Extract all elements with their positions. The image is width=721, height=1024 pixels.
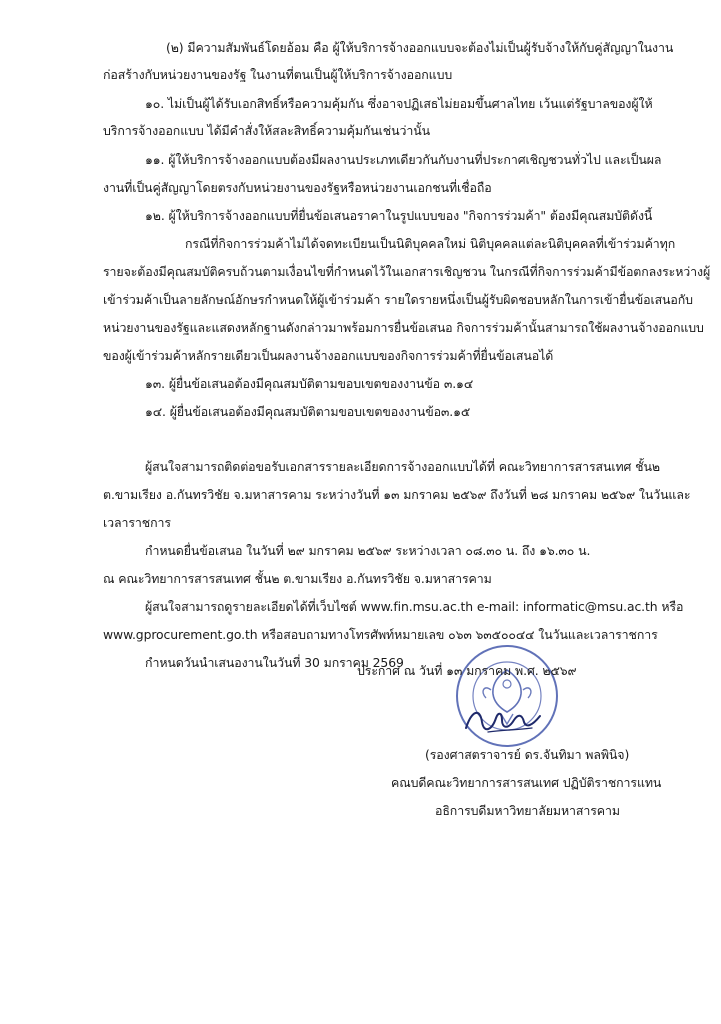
signer-position-1: คณบดีคณะวิทยาการสารสนเทศ ปฏิบัติราชการแทน <box>391 775 662 790</box>
body-line: ๑๒. ผู้ให้บริการจ้างออกแบบที่ยื่นข้อเสนอราคาในรูปแบบของ "กิจการร่วมค้า" ต้องมีคุณสมบัติดังนี้ <box>145 208 653 223</box>
body-line: หน่วยงานของรัฐและแสดงหลักฐานดังกล่าวมาพร้อมการยื่นข้อเสนอ กิจการร่วมค้านั้นสามารถใช้ผลงานจ้างออกแบบ <box>103 320 704 335</box>
body-line: ผู้สนใจสามารถดูรายละเอียดได้ที่เว็บไซต์ www.fin.msu.ac.th e-mail: informatic@msu.ac.th หรือ <box>145 599 684 614</box>
body-line: ๑๓. ผู้ยื่นข้อเสนอต้องมีคุณสมบัติตามขอบเขตของงานข้อ ๓.๑๔ <box>145 376 474 391</box>
body-line: บริการจ้างออกแบบ ได้มีคำสั่งให้สละสิทธิ์ความคุ้มกันเช่นว่านั้น <box>103 123 430 138</box>
body-line: ก่อสร้างกับหน่วยงานของรัฐ ในงานที่ตนเป็นผู้ให้บริการจ้างออกแบบ <box>103 67 453 82</box>
body-line: ต.ขามเรียง อ.กันทรวิชัย จ.มหาสารคาม ระหว่างวันที่ ๑๓ มกราคม ๒๕๖๙ ถึงวันที่ ๒๘ มกราคม ๒๕๖๙ ในวันและ <box>103 487 691 502</box>
announce-date: ประกาศ ณ วันที่ ๑๓ มกราคม พ.ศ. ๒๕๖๙ <box>357 663 577 678</box>
body-line: ๑๔. ผู้ยื่นข้อเสนอต้องมีคุณสมบัติตามขอบเขตของงานข้อ๓.๑๕ <box>145 404 471 419</box>
body-line: www.gprocurement.go.th หรือสอบถามทางโทรศัพท์หมายเลข ๐๖๓ ๖๓๕๐๐๔๔ ในวันและเวลาราชการ <box>103 627 658 642</box>
body-line: ของผู้เข้าร่วมค้าหลักรายเดียวเป็นผลงานจ้างออกแบบของกิจการร่วมค้าที่ยื่นข้อเสนอได้ <box>103 348 554 363</box>
body-line: กรณีที่กิจการร่วมค้าไม่ได้จดทะเบียนเป็นนิติบุคคลใหม่ นิติบุคคลแต่ละนิติบุคคลที่เข้าร่วมค้าทุก <box>185 236 676 251</box>
body-line: ณ คณะวิทยาการสารสนเทศ ชั้น๒ ต.ขามเรียง อ.กันทรวิชัย จ.มหาสารคาม <box>103 571 492 586</box>
body-line: รายจะต้องมีคุณสมบัติครบถ้วนตามเงื่อนไขที่กำหนดไว้ในเอกสารเชิญชวน ในกรณีที่กิจการร่วมค้ามีข้อตกลงระหว่างผู้ <box>103 264 711 279</box>
body-line: กำหนดวันนำเสนองานในวันที่ 30 มกราคม 2569 <box>145 655 404 670</box>
body-line: งานที่เป็นคู่สัญญาโดยตรงกับหน่วยงานของรัฐหรือหน่วยงานเอกชนที่เชื่อถือ <box>103 180 492 195</box>
body-line: เข้าร่วมค้าเป็นลายลักษณ์อักษรกำหนดให้ผู้เข้าร่วมค้า รายใดรายหนึ่งเป็นผู้รับผิดชอบหลักในการเข้ายื่นข้อเสนอกับ <box>103 292 693 307</box>
body-line: (๒) มีความสัมพันธ์โดยอ้อม คือ ผู้ให้บริการจ้างออกแบบจะต้องไม่เป็นผู้รับจ้างให้กับคู่สัญญาในงาน <box>166 40 674 55</box>
body-line: ๑๑. ผู้ให้บริการจ้างออกแบบต้องมีผลงานประเภทเดียวกันกับงานที่ประกาศเชิญชวนทั่วไป และเป็นผล <box>145 152 662 167</box>
body-line: กำหนดยื่นข้อเสนอ ในวันที่ ๒๙ มกราคม ๒๕๖๙ ระหว่างเวลา ๐๘.๓๐ น. ถึง ๑๖.๓๐ น. <box>145 543 591 558</box>
signature-icon <box>458 700 548 740</box>
signature-graphic <box>458 700 548 740</box>
body-line: เวลาราชการ <box>103 515 171 530</box>
signer-position-2: อธิการบดีมหาวิทยาลัยมหาสารคาม <box>435 803 620 818</box>
body-line: ผู้สนใจสามารถติดต่อขอรับเอกสารรายละเอียดการจ้างออกแบบได้ที่ คณะวิทยาการสารสนเทศ ชั้น๒ <box>145 459 660 474</box>
body-line: ๑๐. ไม่เป็นผู้ได้รับเอกสิทธิ์หรือความคุ้มกัน ซึ่งอาจปฏิเสธไม่ยอมขึ้นศาลไทย เว้นแต่รัฐบาลของผู้ให้ <box>145 96 653 111</box>
signer-name: (รองศาสตราจารย์ ดร.จันทิมา พลพินิจ) <box>425 747 630 762</box>
